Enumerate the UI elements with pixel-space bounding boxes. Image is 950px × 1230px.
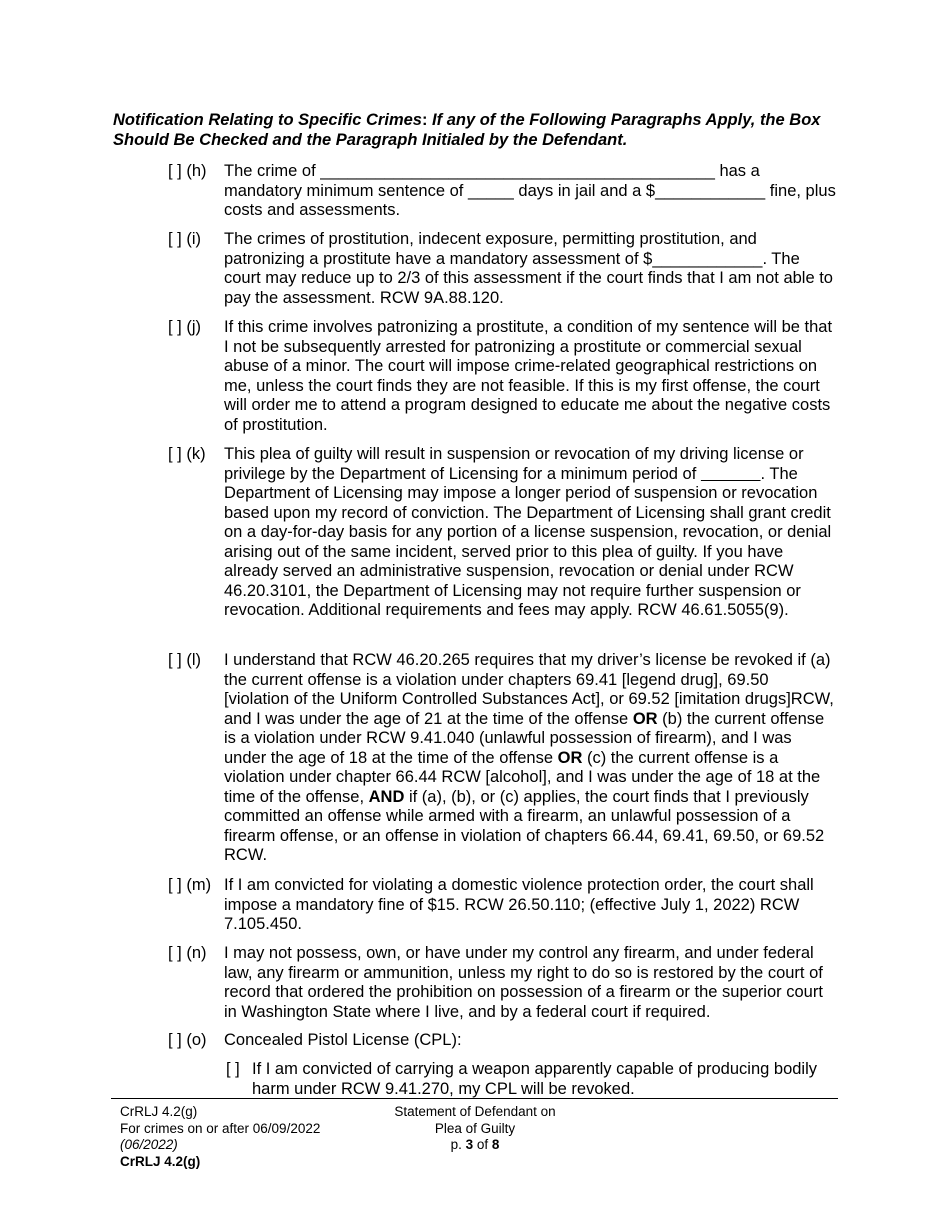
paragraph-k — [168, 445, 838, 621]
license-period-blank[interactable] — [701, 465, 761, 483]
form-title-line-1: Statement of Defendant on — [394, 1104, 556, 1119]
checkbox-l[interactable]: [ ] (l) — [168, 651, 201, 669]
form-number-bold: CrRLJ 4.2(g) — [120, 1153, 201, 1169]
paragraph-h-text: The crime of ___________________________________________ has a mandatory minimum sentence of _____ days in jail and a $____________ fine, plus costs and assessments. — [224, 162, 836, 219]
paragraph-h — [168, 162, 838, 221]
footer-divider — [111, 1098, 838, 1099]
checkbox-i[interactable]: [ ] (i) — [168, 230, 201, 248]
paragraph-l-part-2: (b) the current offense is a violation under RCW 9.41.040 (unlawful possession of firearm), and I was under the age of 18 at the time of the offense — [224, 709, 825, 767]
heading-rest: If any of the Following Paragraphs Apply, the Box Should Be Checked and the Paragraph Initialed by the Defendant. — [113, 111, 821, 149]
form-title-line-2: Plea of Guilty — [434, 1120, 516, 1136]
paragraph-j-text: If this crime involves patronizing a prostitute, a condition of my sentence will be that I not be subsequently arrested for patronizing a prostitute or commercial sexual abuse of a minor. The court will impose crime-related geographical restrictions on me, unless the court finds they are not feasible. If this is my first offense, the court will order me to attend a program designed to educate me about the negative costs of prostitution. — [224, 318, 833, 434]
paragraph-l-or-2: OR — [557, 748, 583, 767]
paragraph-m — [168, 876, 838, 935]
paragraph-l-part-3: (c) the current offense is a violation under chapter 66.44 RCW [alcohol], and I was under the age of 18 at the time of the offense, — [224, 748, 821, 806]
checkbox-n[interactable]: [ ] (n) — [168, 944, 207, 962]
checkbox-m[interactable]: [ ] (m) — [168, 876, 212, 894]
form-applicability: For crimes on or after 06/09/2022 — [120, 1120, 321, 1136]
paragraph-k-text-b: . The Department of Licensing may impose a longer period of suspension or revocation based upon my record of conviction. The Department of Licensing shall grant credit on a day-for-day basis for any portion of a license suspension, revocation, or denial arising out of the same incident, served prior to this plea of guilty. If you have already served an administrative suspension, revocation or denial under RCW 46.20.3101, the Department of Licensing may not require further suspension or revocation. Additional requirements and fees may apply. RCW 46.61.5055(9). — [224, 464, 832, 619]
form-revision-date: (06/2022) — [120, 1137, 178, 1152]
checkbox-h[interactable]: [ ] (h) — [168, 162, 207, 180]
paragraph-k-text — [224, 445, 838, 621]
form-number: CrRLJ 4.2(g) — [120, 1104, 198, 1119]
footer-form-info — [120, 1104, 320, 1170]
paragraph-l-part-1: I understand that RCW 46.20.265 requires that my driver’s license be revoked if (a) the current offense is a violation under chapters 69.41 [legend drug], 69.50 [violation of the Uniform Controlled Substances Act], or 69.52 [imitation drugs]RCW, and I was under the age of 21 at the time of the offense — [224, 651, 834, 728]
footer-title — [380, 1104, 570, 1154]
paragraph-n-text: I may not possess, own, or have under my control any firearm, and under federal law, any firearm or ammunition, unless my right to do so is restored by the court of record that ordered the prohibition on possession of a firearm or the superior court in Washington State where I live, and by a federal court if required. — [224, 944, 823, 1021]
paragraph-l-text — [224, 651, 838, 866]
paragraph-l-and: AND — [368, 787, 405, 806]
paragraph-k-text-a: This plea of guilty will result in suspension or revocation of my driving license or privilege by the Department of Licensing for a minimum period of — [224, 445, 804, 483]
section-heading — [113, 111, 833, 150]
paragraph-l-or-1: OR — [632, 709, 658, 728]
paragraph-o — [168, 1031, 838, 1051]
cpl-text: If I am convicted of carrying a weapon apparently capable of producing bodily harm under RCW 9.41.270, my CPL will be revoked. — [252, 1060, 818, 1098]
checkbox-k[interactable]: [ ] (k) — [168, 445, 206, 463]
paragraph-o-sub-item — [226, 1060, 836, 1099]
paragraph-l-part-4: if (a), (b), or (c) applies, the court finds that I previously committed an offense while armed with a firearm, an unlawful possession of a firearm offense, or an offense in violation of chapters 66.44, 69.41, 69.50, or 69.52 RCW. — [224, 787, 825, 864]
page-number: p. 3 of 8 — [450, 1137, 500, 1152]
paragraph-i — [168, 230, 838, 308]
heading-colon: : — [421, 111, 428, 129]
paragraph-l — [168, 651, 838, 866]
paragraph-o-text: Concealed Pistol License (CPL): — [224, 1031, 462, 1049]
checkbox-cpl[interactable]: [ ] — [226, 1060, 240, 1078]
paragraph-m-text: If I am convicted for violating a domestic violence protection order, the court shall impose a mandatory fine of $15. RCW 26.50.110; (effective July 1, 2022) RCW 7.105.450. — [224, 876, 814, 933]
checkbox-o[interactable]: [ ] (o) — [168, 1031, 207, 1049]
checkbox-j[interactable]: [ ] (j) — [168, 318, 201, 336]
heading-title: Notification Relating to Specific Crimes — [113, 111, 422, 129]
paragraph-j — [168, 318, 838, 435]
paragraph-i-text: The crimes of prostitution, indecent exposure, permitting prostitution, and patronizing a prostitute have a mandatory assessment of $____________. The court may reduce up to 2/3 of this assessment if the court finds that I am not able to pay the assessment. RCW 9A.88.120. — [224, 230, 833, 307]
paragraph-n — [168, 944, 838, 1022]
